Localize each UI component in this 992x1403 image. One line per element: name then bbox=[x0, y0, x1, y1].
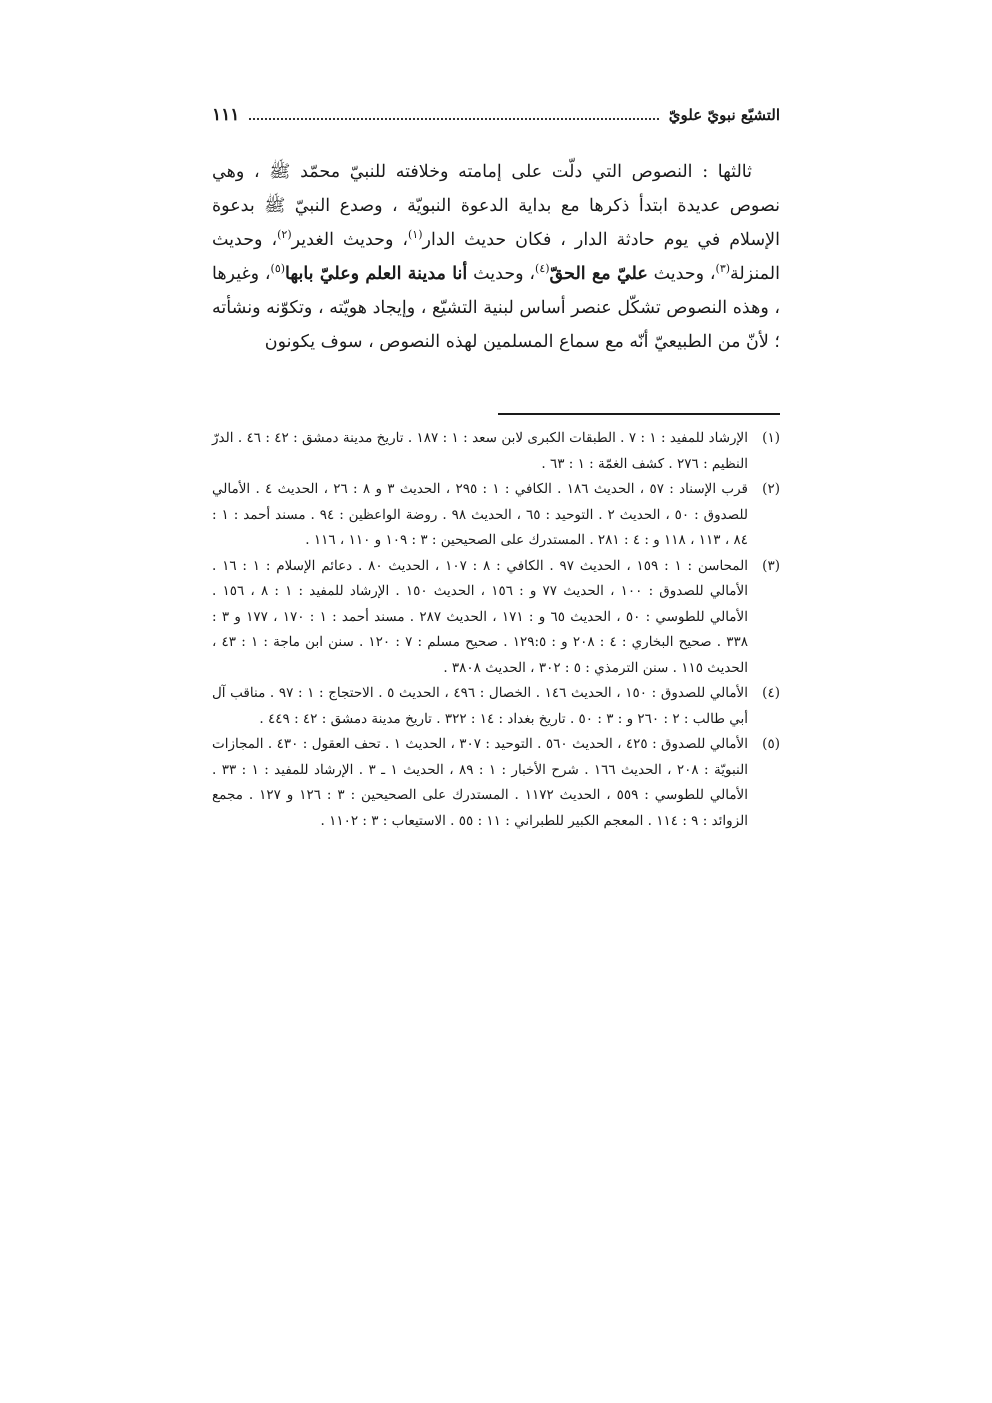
running-title: التشيّع نبويّ علويّ bbox=[668, 106, 780, 124]
text-segment: ، وحديث bbox=[653, 264, 716, 284]
footnotes bbox=[212, 426, 780, 834]
text-segment: ، وغيرها ، وهذه النصوص تشكّل عنصر أساس لبنية التشيّع ، وإيجاد هويّته ، وتكوّنه ونشأته ؛ لأنّ من الطبيعيّ أنّه مع سماع المسلمين لهذه النصوص ، سوف يكونون bbox=[212, 264, 780, 352]
footnote-separator bbox=[498, 413, 780, 415]
footnote-ref-5[interactable]: (٥) bbox=[270, 262, 286, 276]
footnote-number: (١) bbox=[762, 430, 780, 446]
footnote bbox=[212, 554, 780, 682]
paragraph bbox=[212, 155, 780, 359]
footnote bbox=[212, 426, 780, 477]
footnote-ref-3[interactable]: (٣) bbox=[715, 262, 731, 276]
footnote bbox=[212, 477, 780, 554]
footnote-ref-1[interactable]: (١) bbox=[408, 228, 423, 242]
footnote-text: الأمالي للصدوق : ١٥٠ ، الحديث ١٤٦ . الخصال : ٤٩٦ ، الحديث ٥ . الاحتجاج : ١ : ٩٧ . مناقب آل أبي طالب : ٢ : ٢٦٠ و : ٣ : ٥٠ . تاريخ بغداد : ١٤ : ٣٢٢ . تاريخ مدينة دمشق : ٤٢ : ٤٤٩ . bbox=[212, 685, 748, 727]
footnote-number: (٢) bbox=[762, 481, 780, 497]
main-text bbox=[212, 155, 780, 359]
footnote-ref-4[interactable]: (٤) bbox=[535, 262, 550, 276]
text-segment: ، وحديث bbox=[473, 264, 536, 284]
footnote-number: (٤) bbox=[762, 685, 780, 701]
footnote bbox=[212, 681, 780, 732]
text-segment: ، وحديث الغدير bbox=[291, 230, 408, 250]
footnote-number: (٣) bbox=[762, 557, 780, 574]
footnote-text: الإرشاد للمفيد : ١ : ٧ . الطبقات الكبرى لابن سعد : ١ : ١٨٧ . تاريخ مدينة دمشق : ٤٢ : ٤٦ . الدرّ النظيم : ٢٧٦ . كشف الغمّة : ١ : ٦٣ . bbox=[212, 430, 749, 472]
footnote-text: المحاسن : ١ : ١٥٩ ، الحديث ٩٧ . الكافي : ٨ : ١٠٧ ، الحديث ٨٠ . دعائم الإسلام : ١ : ١٦ . الأمالي للصدوق : ١٠٠ ، الحديث ٧٧ و : ١٥٦ ، الحديث ١٥٠ . الإرشاد للمفيد : ١ : ٨ ، ١٥٦ . الأمالي للطوسي : ٥٠ ، الحديث ٦٥ و : ١٧١ ، الحديث ٢٨٧ . مسند أحمد : ١ : ١٧٠ ، ١٧٧ و ٣ : ٣٣٨ . صحيح البخاري : ٤ : ٢٠٨ و : ١٢٩:٥ . صحيح مسلم : ٧ : ١٢٠ . سنن ابن ماجة : ١ : ٤٣ ، الحديث ١١٥ . سنن الترمذي : ٥ : ٣٠٢ ، الحديث ٣٨٠٨ . bbox=[212, 557, 748, 676]
footnote-text: قرب الإسناد : ٥٧ ، الحديث ١٨٦ . الكافي : ١ : ٢٩٥ ، الحديث ٣ و ٨ : ٢٦ ، الحديث ٤ . الأمالي للصدوق : ٥٠ ، الحديث ٢ . التوحيد : ٦٥ ، الحديث ٩٨ . روضة الواعظين : ٩٤ . مسند أحمد : ١ : ٨٤ ، ١١٣ ، ١١٨ و : ٤ : ٢٨١ . المستدرك على الصحيحين : ٣ : ١٠٩ و ١١٠ ، ١١٦ . bbox=[212, 481, 748, 548]
footnote bbox=[212, 732, 780, 834]
text-segment: ، وحديث المنزلة bbox=[212, 230, 780, 284]
page-number: ١١١ bbox=[212, 105, 240, 125]
bold-hadith-title: أنا مدينة العلم وعليّ بابها bbox=[285, 264, 468, 284]
text-segment: ثالثها : النصوص التي دلّت على إمامته وخلافته للنبيّ محمّد ﷺ ، وهي نصوص عديدة ابتدأ ذكرها مع بداية الدعوة النبويّة ، وصدع النبيّ ﷺ بدعوة الإسلام في يوم حادثة الدار ، فكان حديث الدار bbox=[212, 162, 780, 250]
dotted-leader bbox=[249, 118, 658, 120]
footnote-number: (٥) bbox=[762, 736, 780, 752]
bold-hadith-title: عليّ مع الحقّ bbox=[549, 264, 648, 284]
running-header bbox=[212, 100, 780, 130]
footnote-ref-2[interactable]: (٢) bbox=[277, 228, 292, 242]
footnote-text: الأمالي للصدوق : ٤٢٥ ، الحديث ٥٦٠ . التوحيد : ٣٠٧ ، الحديث ١ . تحف العقول : ٤٣٠ . المجازات النبويّة : ٢٠٨ ، الحديث ١٦٦ . شرح الأخبار : ١ : ٨٩ ، الحديث ١ ـ ٣ . الإرشاد للمفيد : ١ : ٣٣ . الأمالي للطوسي : ٥٥٩ ، الحديث ١١٧٢ . المستدرك على الصحيحين : ٣ : ١٢٦ و ١٢٧ . مجمع الزوائد : ٩ : ١١٤ . المعجم الكبير للطبراني : ١١ : ٥٥ . الاستيعاب : ٣ : ١١٠٢ . bbox=[212, 736, 749, 829]
